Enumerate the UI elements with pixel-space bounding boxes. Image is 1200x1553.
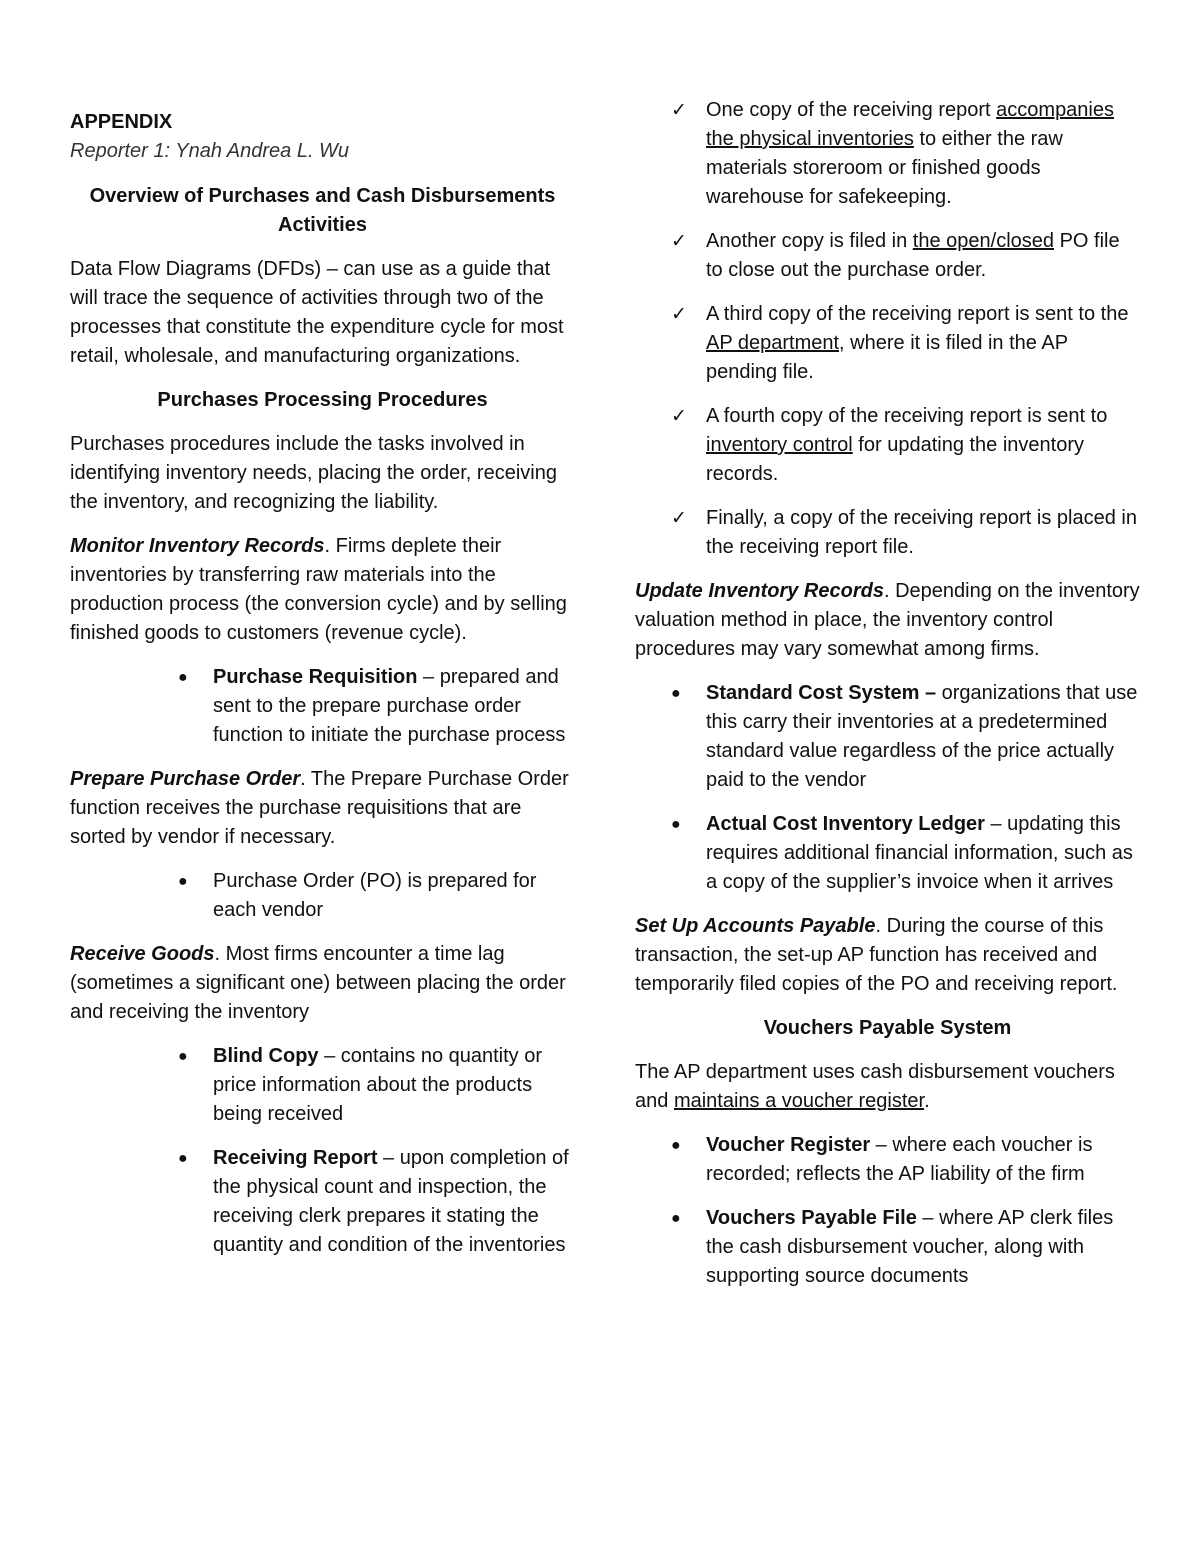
bullet-text: – updating this requires additional financial information, such as a copy of the supplier’s invoice when it arrives [706,813,1133,893]
bullet-term: Standard Cost System – [706,682,937,704]
purchases-title: Purchases Processing Procedures [157,389,488,411]
receive-term: Receive Goods [70,943,215,965]
check-text: A third copy of the receiving report is sent to the [706,303,1129,325]
check-text: for updating the inventory records. [706,434,1085,485]
check-text: A fourth copy of the receiving report is sent to [706,405,1108,427]
bullet-icon: ● [178,669,188,686]
list-item [635,227,1140,285]
vouchers-intro [635,1058,1140,1116]
bullet-icon: ● [671,1137,681,1154]
prepare-text: . The Prepare Purchase Order function receives the purchase requisitions that are sorted by vendor if necessary. [70,768,569,848]
setup-paragraph [635,912,1140,999]
bullet-text: – prepared and sent to the prepare purchase order function to initiate the purchase process [213,666,566,746]
dfd-term: Data Flow Diagrams (DFDs) [70,258,322,280]
list-item [635,504,1140,562]
vouchers-intro-underlined: maintains a voucher register [673,1090,925,1112]
check-underlined: inventory control [706,434,853,456]
bullet-text: organizations that use this carry their inventories at a predetermined standard value regardless of the price actually paid to the vendor [706,682,1138,791]
prepare-bullet-list [70,867,575,925]
bullet-icon: ● [178,1150,188,1167]
setup-term: Set Up Accounts Payable [635,915,876,937]
bullet-text: – upon completion of the physical count and inspection, the receiving clerk prepares it stating the quantity and condition of the inventories [213,1147,569,1256]
update-paragraph [635,577,1140,664]
bullet-icon: ● [671,1210,681,1227]
receive-bullet-list [70,1042,575,1260]
bullet-icon: ● [178,1048,188,1065]
update-bullet-list [635,679,1140,897]
monitor-text: . Firms deplete their inventories by transferring raw materials into the production process (the conversion cycle) and by selling finished goods to customers (revenue cycle). [70,535,567,644]
overview-title: Overview of Purchases and Cash Disbursements Activities [89,185,556,236]
list-item [635,402,1140,489]
checkmark-icon: ✓ [671,231,687,252]
prepare-term: Prepare Purchase Order [70,768,301,790]
bullet-term: Vouchers Payable File [706,1207,917,1229]
check-text: PO file to close out the purchase order. [706,230,1120,281]
dfd-text: – can use as a guide that will trace the sequence of activities through two of the processes that constitute the expenditure cycle for most retail, wholesale, and manufacturing organizations. [70,258,564,367]
list-item [70,663,575,750]
list-item [70,1042,575,1129]
monitor-term: Monitor Inventory Records [70,535,325,557]
receiving-report-check-list [635,96,1140,562]
bullet-icon: ● [671,816,681,833]
prepare-paragraph [70,765,575,852]
check-text: , where it is filed in the AP pending file. [706,332,1068,383]
setup-text: . During the course of this transaction, the set-up AP function has received and temporarily filed copies of the PO and receiving report. [635,915,1118,995]
bullet-term: Receiving Report [213,1147,378,1169]
list-item [635,96,1140,212]
list-item [635,1131,1140,1189]
checkmark-icon: ✓ [671,406,687,427]
bullet-term: Voucher Register [706,1134,871,1156]
list-item [635,1204,1140,1291]
list-item [70,1144,575,1260]
purchases-paragraph: Purchases procedures include the tasks involved in identifying inventory needs, placing the order, receiving the inventory, and recognizing the liability. [70,433,557,513]
list-item [70,867,575,925]
check-underlined: the open/closed [912,230,1055,252]
monitor-bullet-list [70,663,575,750]
checkmark-icon: ✓ [671,100,687,121]
appendix-heading: APPENDIX [70,111,173,133]
check-underlined: AP department [706,332,840,354]
bullet-icon: ● [671,685,681,702]
bullet-text: – where AP clerk files the cash disbursement voucher, along with supporting source documents [706,1207,1114,1287]
vouchers-intro-text: The AP department uses cash disbursement vouchers and [635,1061,1115,1112]
right-column [635,96,1140,1306]
check-text: to either the raw materials storeroom or finished goods warehouse for safekeeping. [706,128,1063,208]
check-text: Another copy is filed in [706,230,913,252]
bullet-text: Purchase Order (PO) is prepared for each vendor [213,870,537,921]
dfd-paragraph [70,255,575,371]
check-underlined: accompanies the physical inventories [706,99,1114,150]
list-item [635,679,1140,795]
receive-paragraph [70,940,575,1027]
monitor-paragraph [70,532,575,648]
check-text: One copy of the receiving report [706,99,997,121]
checkmark-icon: ✓ [671,304,687,325]
vouchers-intro-end: . [924,1090,930,1112]
vouchers-title: Vouchers Payable System [763,1017,1012,1039]
receive-text: . Most firms encounter a time lag (sometimes a significant one) between placing the order and receiving the inventory [70,943,566,1023]
update-term: Update Inventory Records [635,580,884,602]
update-text: . Depending on the inventory valuation method in place, the inventory control procedures may vary somewhat among firms. [635,580,1140,660]
reporter-line: Reporter 1: Ynah Andrea L. Wu [70,140,350,162]
vouchers-bullet-list [635,1131,1140,1291]
bullet-term: Actual Cost Inventory Ledger [706,813,985,835]
bullet-term: Purchase Requisition [213,666,418,688]
bullet-text: – contains no quantity or price information about the products being received [213,1045,543,1125]
left-column [70,108,575,1275]
checkmark-icon: ✓ [671,508,687,529]
check-text: Finally, a copy of the receiving report is placed in the receiving report file. [706,507,1137,558]
bullet-icon: ● [178,873,188,890]
bullet-text: – where each voucher is recorded; reflects the AP liability of the firm [706,1134,1093,1185]
list-item [635,810,1140,897]
bullet-term: Blind Copy [213,1045,319,1067]
list-item [635,300,1140,387]
